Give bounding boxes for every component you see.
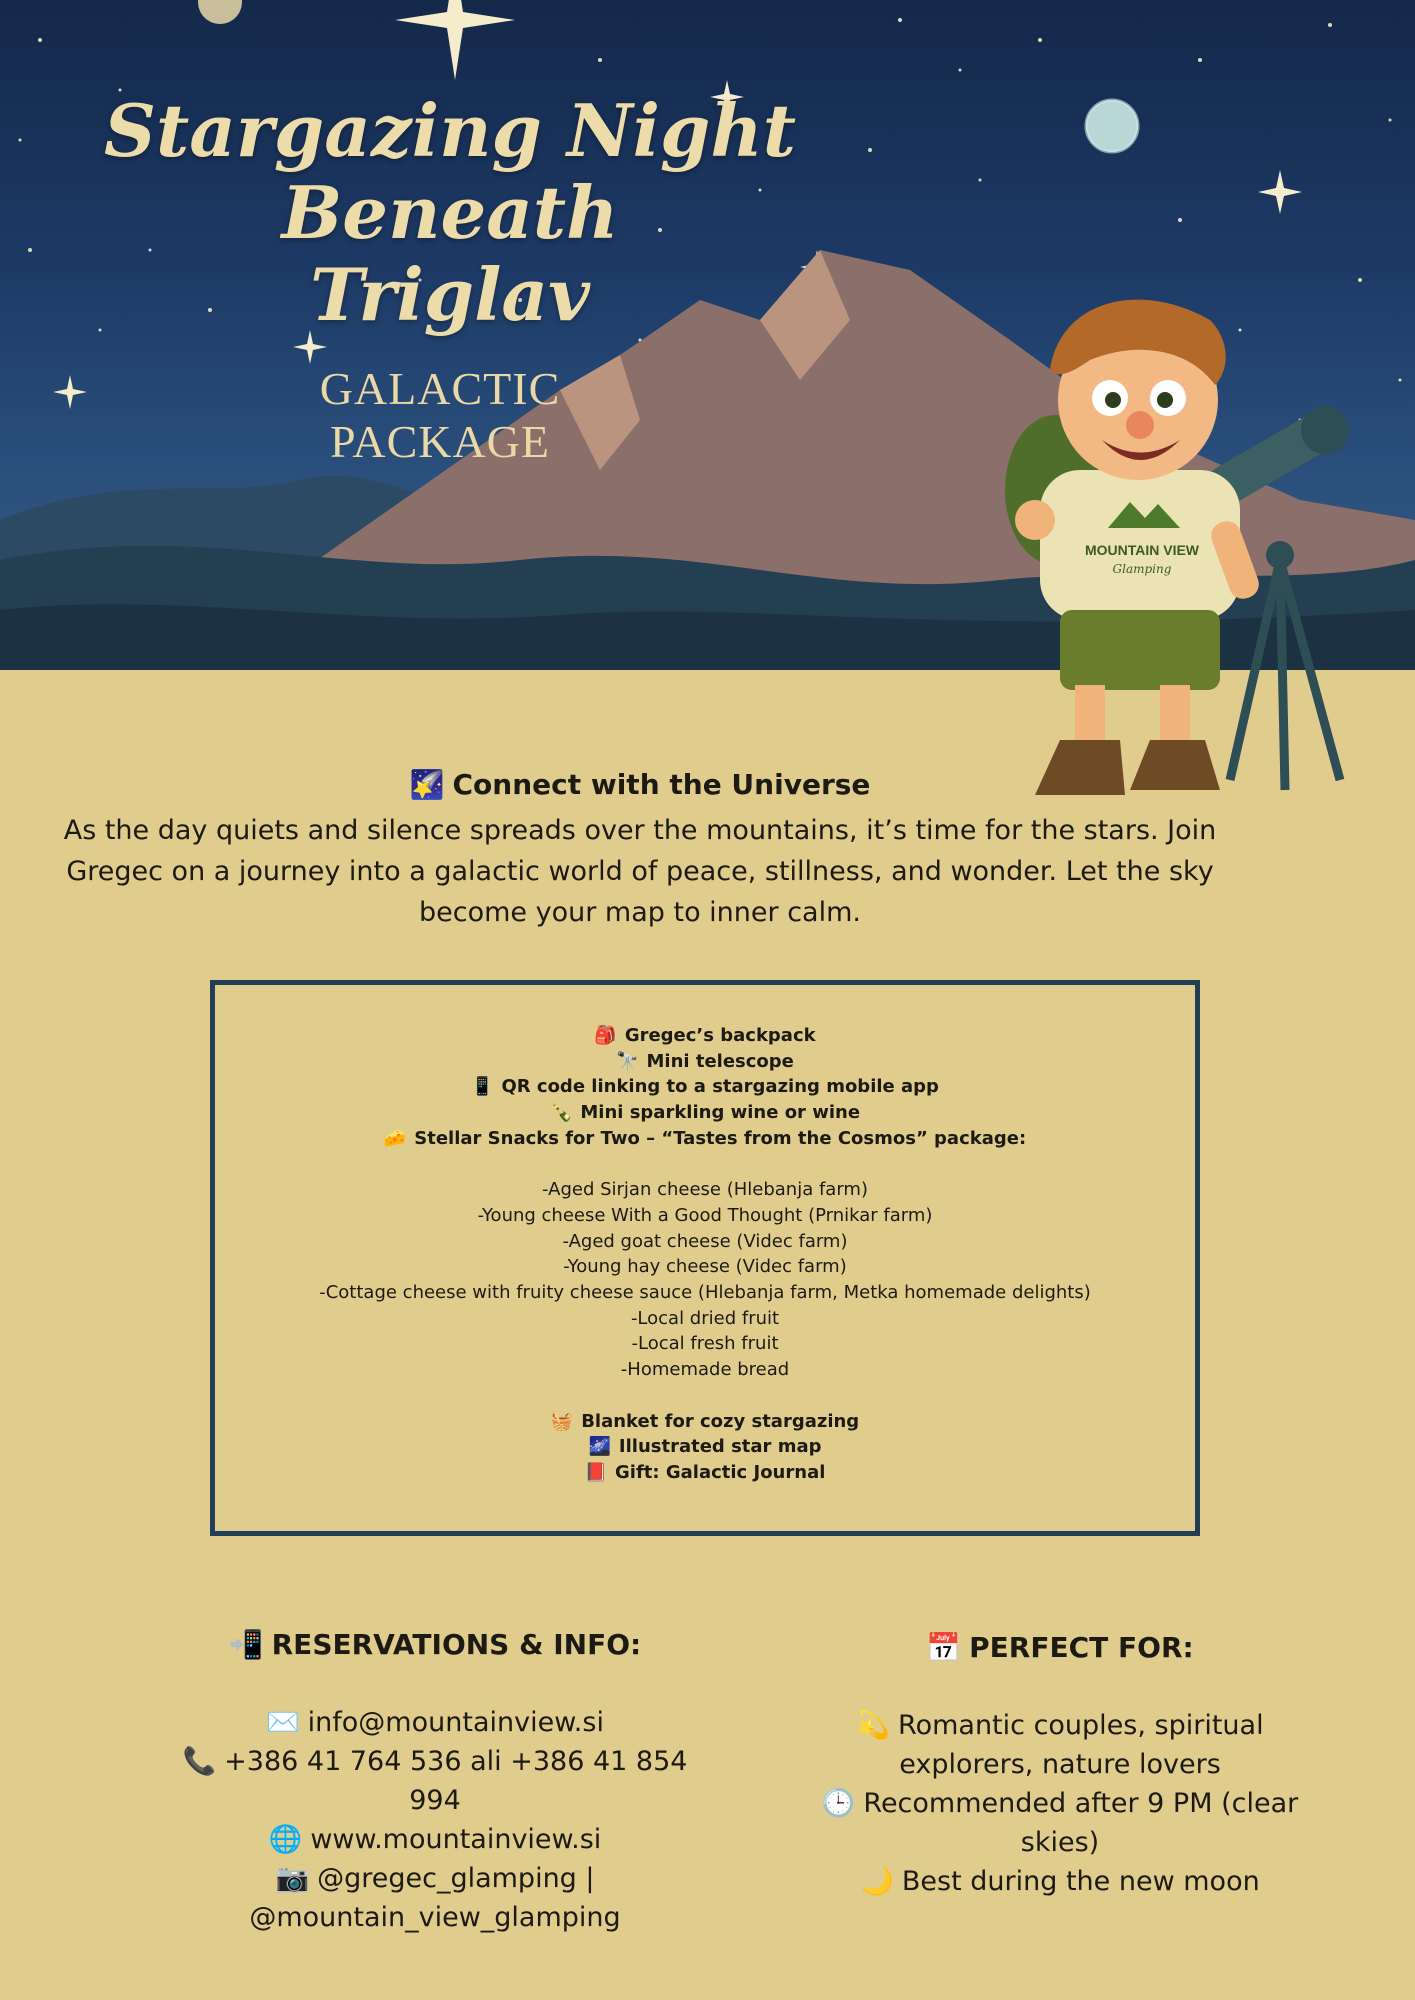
- blanket-icon: 🧺: [550, 1410, 574, 1432]
- cheese-icon: 🧀: [383, 1127, 407, 1149]
- email-link[interactable]: ✉️ info@mountainview.si: [266, 1707, 604, 1738]
- list-item: 🌌 Illustrated star map: [588, 1436, 822, 1458]
- snack-item: -Young hay cheese (Videc farm): [563, 1256, 847, 1278]
- snack-item: -Homemade bread: [620, 1359, 790, 1381]
- list-item: 🔭 Mini telescope: [616, 1050, 794, 1072]
- mascot-gregec-illustration: [990, 290, 1370, 810]
- list-item: 🧺 Blanket for cozy stargazing: [550, 1410, 860, 1432]
- intro-heading: 🌠 Connect with the Universe: [409, 768, 871, 801]
- list-item: 📱 QR code linking to a stargazing mobile app: [471, 1076, 939, 1098]
- intro-paragraph: As the day quiets and silence spreads over the mountains, it’s time for the stars. Join Gregec on a journey into a galactic world of peace, stillness, and wonder. Let the sky become your map to inner calm.: [63, 815, 1217, 928]
- camera-icon: 📷: [275, 1863, 310, 1894]
- shooting-star-icon: 🌠: [409, 768, 445, 801]
- telescope-icon: 🔭: [616, 1050, 639, 1072]
- book-icon: 📕: [584, 1461, 608, 1483]
- package-contents-box: [210, 980, 1200, 1536]
- globe-icon: 🌐: [268, 1824, 303, 1855]
- envelope-icon: ✉️: [266, 1707, 300, 1738]
- reservations-heading: 📲 RESERVATIONS & INFO:: [228, 1628, 642, 1661]
- galaxy-icon: 🌌: [588, 1436, 611, 1458]
- snack-item: -Aged goat cheese (Videc farm): [562, 1230, 848, 1252]
- phone-icon: 📞: [182, 1746, 217, 1777]
- list-item: 🕒 Recommended after 9 PM (clear skies): [821, 1788, 1299, 1858]
- wine-bottle-icon: 🍾: [549, 1102, 573, 1124]
- backpack-icon: 🎒: [594, 1025, 617, 1046]
- svg-text:MOUNTAIN VIEW: MOUNTAIN VIEW: [1084, 542, 1200, 558]
- phone-link[interactable]: 📞 +386 41 764 536 ali +386 41 854 994: [182, 1746, 688, 1816]
- list-item: 🍾 Mini sparkling wine or wine: [549, 1102, 861, 1124]
- snack-item: -Aged Sirjan cheese (Hlebanja farm): [542, 1179, 868, 1201]
- moon-icon: 🌙: [860, 1866, 894, 1897]
- list-item: 📕 Gift: Galactic Journal: [584, 1461, 826, 1483]
- clock-icon: 🕒: [821, 1788, 856, 1819]
- phone-arrow-icon: 📲: [228, 1628, 264, 1661]
- mobile-phone-icon: 📱: [471, 1076, 494, 1098]
- sparkle-icon: 💫: [856, 1710, 891, 1741]
- list-item: 🧀 Stellar Snacks for Two – “Tastes from the Cosmos” package:: [383, 1127, 1027, 1149]
- snack-item: -Local dried fruit: [630, 1307, 780, 1329]
- perfect-for-heading: 📅 PERFECT FOR:: [926, 1631, 1194, 1664]
- calendar-icon: 📅: [926, 1631, 962, 1664]
- svg-text:Glamping: Glamping: [1112, 562, 1172, 576]
- list-item: 💫 Romantic couples, spiritual explorers, nature lovers: [856, 1710, 1264, 1780]
- perfect-for-section: [790, 1628, 1330, 1901]
- list-item: 🎒 Gregec’s backpack: [594, 1025, 816, 1046]
- reservations-section: [120, 1625, 750, 1937]
- package-subtitle: GALACTIC PACKAGE: [319, 363, 561, 467]
- snack-item: -Cottage cheese with fruity cheese sauce (Hlebanja farm, Metka homemade delights): [319, 1282, 1091, 1304]
- snack-item: -Local fresh fruit: [631, 1333, 779, 1355]
- instagram-link[interactable]: 📷 @gregec_glamping | @mountain_view_glamping: [249, 1863, 621, 1933]
- page-title: Stargazing Night Beneath Triglav: [104, 88, 796, 337]
- website-link[interactable]: 🌐 www.mountainview.si: [268, 1824, 602, 1855]
- snack-item: -Young cheese With a Good Thought (Prnikar farm): [477, 1204, 933, 1226]
- list-item: 🌙 Best during the new moon: [860, 1866, 1260, 1897]
